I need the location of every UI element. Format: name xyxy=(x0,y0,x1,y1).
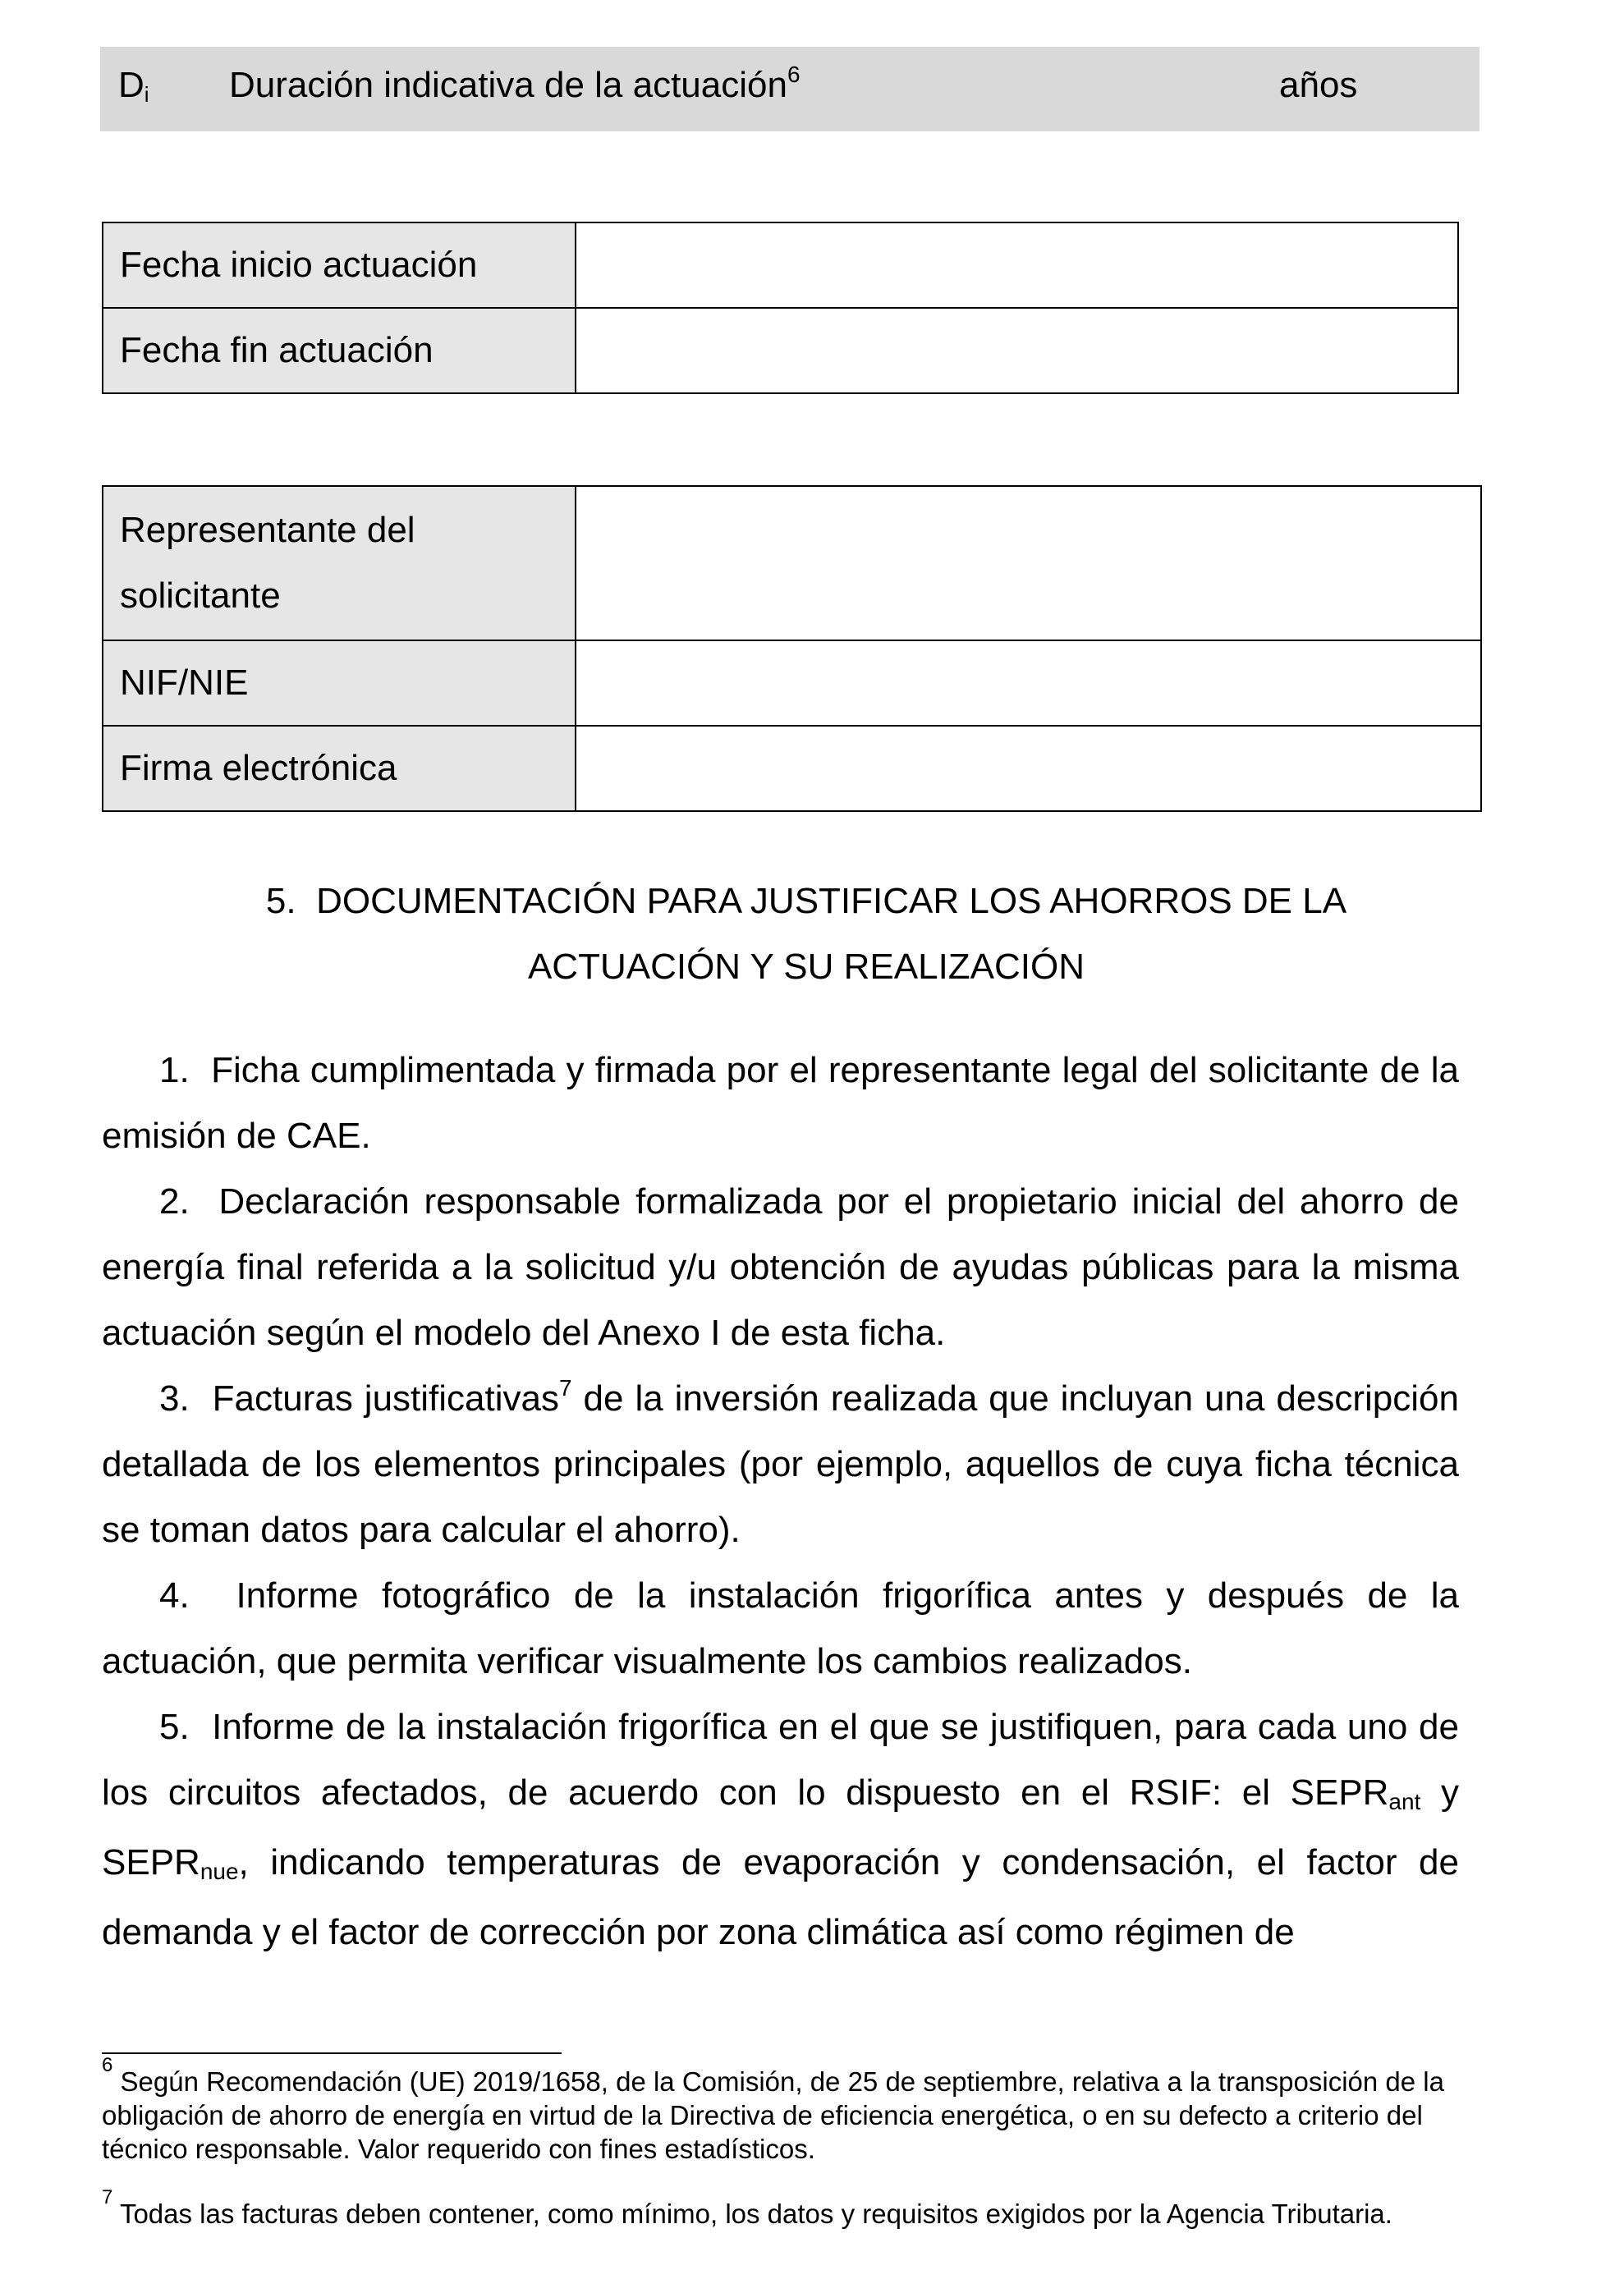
signature-field[interactable] xyxy=(576,726,1481,811)
signature-label: Firma electrónica xyxy=(103,726,576,811)
section-number: 5. xyxy=(265,881,296,921)
footnote-ref-6[interactable]: 6 xyxy=(787,62,801,87)
dates-table xyxy=(102,222,1459,394)
duration-code: $D_i$ xyxy=(118,65,149,107)
end-date-field[interactable] xyxy=(576,308,1458,393)
table-row xyxy=(103,222,1458,308)
nif-nie-label: NIF/NIE xyxy=(103,640,576,726)
list-item: 2. Declaración responsable formalizada por el propietario inicial del ahorro de energía final referida a la solicitud y/u obtención de ayudas públicas para la misma actuación según el modelo del Anexo I de esta ficha. xyxy=(102,1181,1459,1353)
start-date-label: Fecha inicio actuación xyxy=(103,222,576,308)
list-item: 1. Ficha cumplimentada y firmada por el representante legal del solicitante de la emisión de CAE. xyxy=(102,1050,1459,1156)
representative-table xyxy=(102,485,1482,812)
list-item: 4. Informe fotográfico de la instalación frigorífica antes y después de la actuación, que permita verificar visualmente los cambios realizados. xyxy=(102,1575,1460,1681)
start-date-field[interactable] xyxy=(576,222,1458,308)
footnote-6: $^6$ Según Recomendación (UE) 2019/1658, de la Comisión, de 25 de septiembre, relativa a la transposición de la obligación de ahorro de energía en virtud de la Directiva de eficiencia energética, o en su defecto a criterio del técnico responsable. Valor requerido con fines estadísticos. xyxy=(102,2054,1444,2164)
footnote-7: $^7$ Todas las facturas deben contener, como mínimo, los datos y requisitos exigidos por la Agencia Tributaria. xyxy=(102,2186,1392,2229)
representative-field[interactable] xyxy=(576,486,1481,640)
footnotes xyxy=(102,2054,1459,2231)
nif-nie-field[interactable] xyxy=(576,640,1481,726)
table-row xyxy=(103,640,1481,726)
section-heading xyxy=(100,869,1562,1000)
duration-label: Duración indicativa de la actuación$^6$ xyxy=(229,62,801,105)
representative-label: Representante del solicitante xyxy=(103,486,576,640)
documentation-list xyxy=(102,1038,1459,1965)
section-title-line2: ACTUACIÓN Y SU REALIZACIÓN xyxy=(527,947,1085,987)
footnote-separator xyxy=(102,2052,562,2054)
table-row xyxy=(103,726,1481,811)
list-item: 5. Informe de la instalación frigorífica en el que se justifiquen, para cada uno de los circuitos afectados, de acuerdo con lo dispuesto en el RSIF: el $SEPR_{ant}$ y $SEPR_{nue}$, indicando temperaturas de evaporación y condensación, el factor de demanda y el factor de corrección por zona climática así como régimen de xyxy=(102,1707,1460,1952)
table-row xyxy=(103,308,1458,393)
end-date-label: Fecha fin actuación xyxy=(103,308,576,393)
list-item: 3. Facturas justificativas$^7$ de la inversión realizada que incluyan una descripción detallada de los elementos principales (por ejemplo, aquellos de cuya ficha técnica se toman datos para calcular el ahorro). xyxy=(102,1375,1459,1550)
table-row xyxy=(103,486,1481,640)
footnote-ref-7[interactable]: 7 xyxy=(558,1375,572,1401)
duration-row xyxy=(100,47,1479,131)
section-title-line1: DOCUMENTACIÓN PARA JUSTIFICAR LOS AHORROS DE LA xyxy=(316,881,1347,921)
duration-unit: años xyxy=(1279,65,1358,105)
